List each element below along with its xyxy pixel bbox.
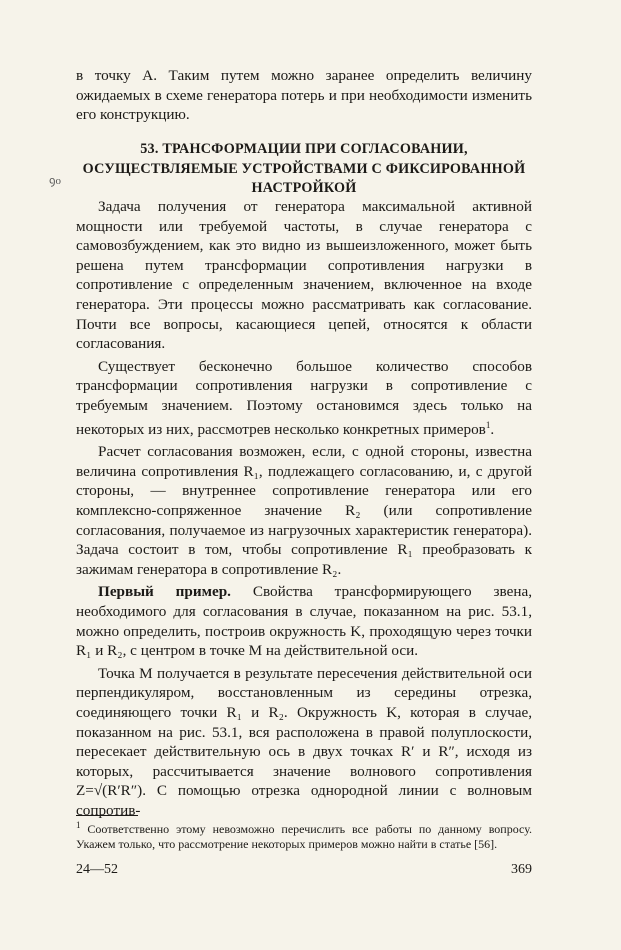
footnote-ref: 1 xyxy=(485,419,491,430)
printer-signature: 24—52 xyxy=(76,862,118,877)
paragraph-3: Расчет согласования возможен, если, с одной стороны, известна величина сопротивления R₁, подлежащего согласованию, и, с другой стороны, — внутреннее сопротивление генератора или его комплексно-сопряженное значение R₂ (или сопротивление согласования, получаемое из нагрузочных характеристик генератора). Задача состоит в том, чтобы сопротивление R₁ преобразовать к зажимам генератора в сопротивление R₂. xyxy=(76,443,532,578)
paragraph-top: в точку А. Таким путем можно заранее определить величину ожидаемых в схеме генератора потерь и при необходимости изменить его конструкцию. xyxy=(76,67,532,124)
example-lead: Первый пример. xyxy=(98,583,231,601)
margin-mark: ꝯo xyxy=(49,175,61,187)
paragraph-1: Задача получения от генератора максимальной активной мощности или требуемой частоты, в случае генератора с самовозбуждением, как это видно из вышеизложенного, может быть решена путем трансформации сопротивления нагрузки в сопротивление с определенным значением, включенное на входе генератора. Эти процессы можно рассматривать как согласование. Почти все вопросы, касающиеся цепей, относятся к области согласования. xyxy=(76,198,532,353)
paragraph-2-end: . xyxy=(490,420,495,438)
paragraph-2 xyxy=(76,357,532,439)
paragraph-2-text: Существует бесконечно большое количество способов трансформации сопротивления нагрузки в сопротивление с требуемым значением. Поэтому остановимся здесь только на некоторых из них, рассмотрев несколько конкретных примеров xyxy=(76,357,532,438)
footnote-mark: 1 xyxy=(76,820,81,830)
paragraph-4 xyxy=(76,582,532,660)
section-heading xyxy=(76,140,532,199)
footnote-text: Соответственно этому невозможно перечислить все работы по данному вопросу. Укажем только, что рассмотрение некоторых примеров можно найти в статье [56]. xyxy=(76,822,532,851)
footnote-divider xyxy=(76,815,138,816)
continued-paragraph xyxy=(76,66,532,125)
footnote xyxy=(76,818,532,852)
paragraph-4-text: Свойства трансформирующего звена, необходимого для согласования в случае, показанном на рис. 53.1, можно определить, построив окружность K, проходящую через точки R₁ и R₂, с центром в точке M на действительной оси. xyxy=(76,583,532,660)
paragraph-5: Точка M получается в результате пересечения действительной оси перпендикуляром, восстановленным из середины отрезка, соединяющего точки R₁ и R₂. Окружность K, которая в случае, показанном на рис. 53.1, вся расположена в правой полуплоскости, пересекает действительную ось в двух точках R′ и R″, исходя из которых, рассчитывается значение волнового сопротивления Z=√(R′R″). С помощью отрезка однородной линии с волновым сопротив- xyxy=(76,664,532,819)
heading-line-2: ОСУЩЕСТВЛЯЕМЫЕ УСТРОЙСТВАМИ С ФИКСИРОВАННОЙ xyxy=(82,160,526,177)
section-body xyxy=(76,197,532,820)
page-number: 369 xyxy=(511,862,532,877)
heading-line-3: НАСТРОЙКОЙ xyxy=(251,180,357,196)
heading-line-1: 53. ТРАНСФОРМАЦИИ ПРИ СОГЛАСОВАНИИ, xyxy=(140,141,468,157)
